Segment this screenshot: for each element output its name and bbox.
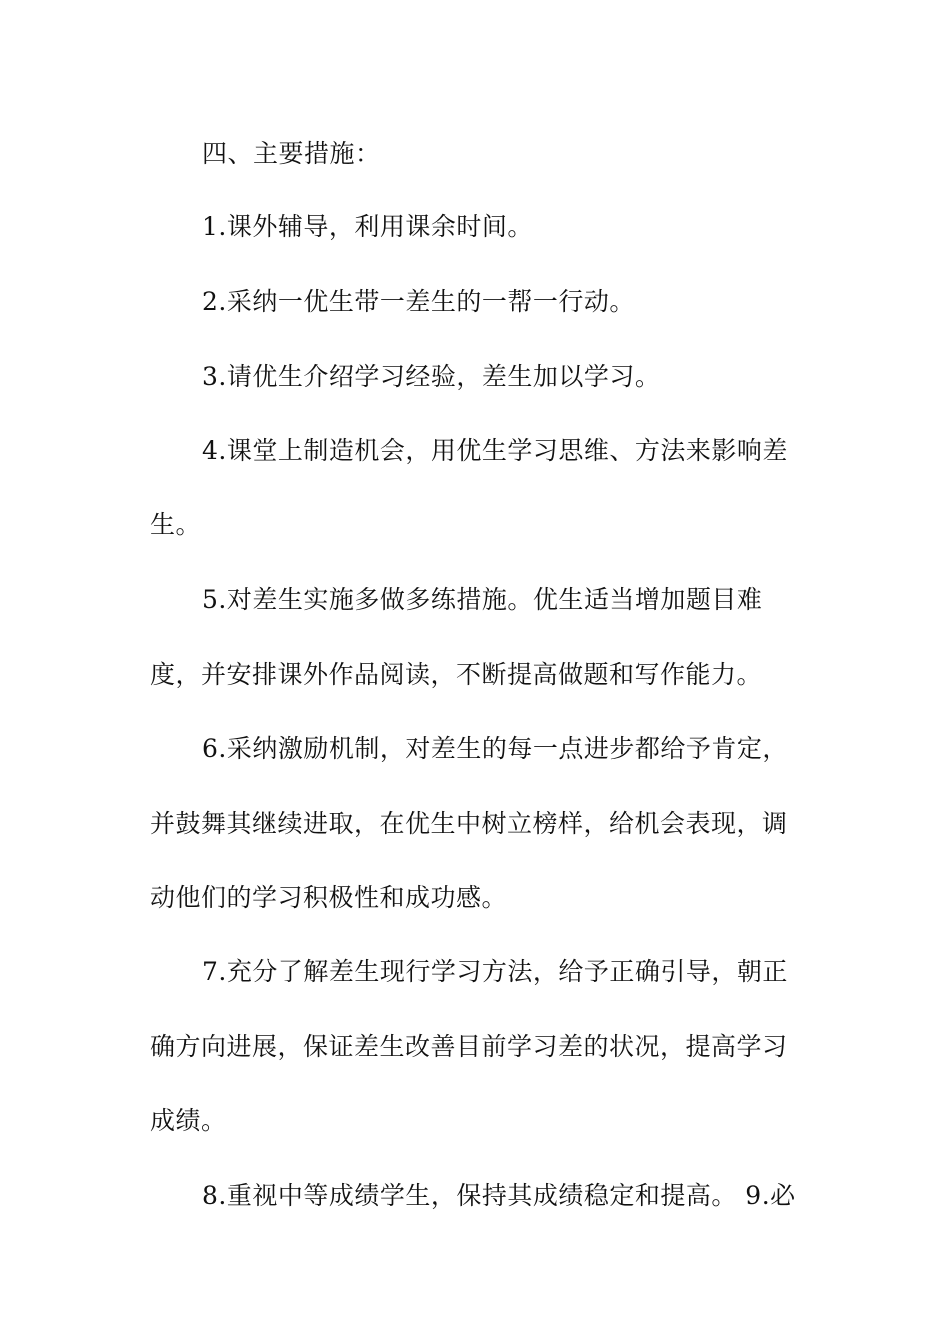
- section-heading: 四、主要措施：: [202, 139, 381, 168]
- paragraph-line: 生。: [150, 510, 202, 539]
- paragraph-line: 确方向进展，保证差生改善目前学习差的状况，提高学习: [150, 1032, 788, 1061]
- paragraph-line: 6.采纳激励机制，对差生的每一点进步都给予肯定，: [202, 734, 788, 763]
- paragraph-line: 7.充分了解差生现行学习方法，给予正确引导，朝正: [202, 957, 788, 986]
- paragraph-line: 度，并安排课外作品阅读，不断提高做题和写作能力。: [150, 660, 763, 689]
- paragraph-line: 动他们的学习积极性和成功感。: [150, 883, 508, 912]
- paragraph-line: 4.课堂上制造机会，用优生学习思维、方法来影响差: [202, 436, 788, 465]
- paragraph-line: 成绩。: [150, 1106, 227, 1135]
- paragraph-line: 并鼓舞其继续进取，在优生中树立榜样，给机会表现，调: [150, 809, 788, 838]
- paragraph-line: 3.请优生介绍学习经验，差生加以学习。: [202, 362, 661, 391]
- paragraph-line: 1.课外辅导，利用课余时间。: [202, 212, 533, 241]
- paragraph-line: 5.对差生实施多做多练措施。优生适当增加题目难: [202, 585, 763, 614]
- paragraph-line: 2.采纳一优生带一差生的一帮一行动。: [202, 287, 635, 316]
- paragraph-line: 8.重视中等成绩学生，保持其成绩稳定和提高。 9.必: [202, 1181, 796, 1210]
